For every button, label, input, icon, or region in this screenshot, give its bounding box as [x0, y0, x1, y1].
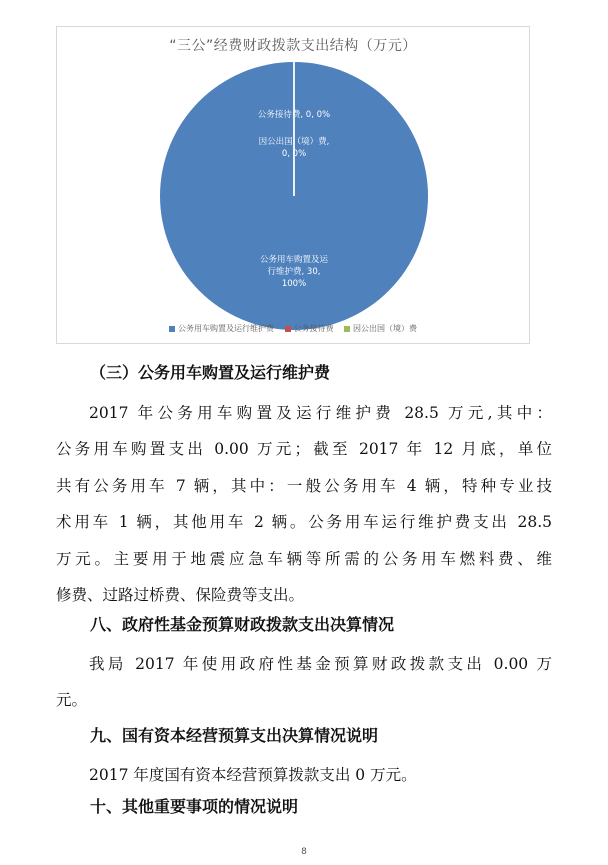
legend-item-vehicle: [169, 323, 274, 334]
legend-swatch-vehicle: [169, 326, 175, 332]
section-3-line-3: 共有公务用车 7 辆，其中：一般公务用车 4 辆，特种专业技: [56, 476, 552, 495]
legend-label-reception: 公务接待费: [293, 324, 334, 333]
section-8-line-1: 我局 2017 年使用政府性基金预算财政拨款支出 0.00 万: [89, 655, 552, 673]
pie-chart: [56, 26, 530, 344]
section-3-heading: （三）公务用车购置及运行维护费: [90, 363, 331, 382]
section-10-heading: 十、其他重要事项的情况说明: [90, 797, 299, 816]
data-label-reception: 公务接待费, 0, 0%: [257, 110, 331, 120]
chart-legend: [57, 323, 529, 334]
legend-swatch-overseas: [344, 326, 350, 332]
section-3-line-5: 万元。主要用于地震应急车辆等所需的公务用车燃料费、维: [56, 549, 552, 568]
legend-label-overseas: 因公出国（境）费: [353, 324, 418, 333]
section-3-line-4: 术用车 1 辆，其他用车 2 辆。公务用车运行维护费支出 28.5: [56, 513, 552, 532]
section-3-line-2: 公务用车购置支出 0.00 万元；截至 2017 年 12 月底，单位: [56, 440, 552, 459]
section-8-heading: 八、政府性基金预算财政拨款支出决算情况: [90, 615, 395, 634]
legend-item-reception: [285, 323, 334, 334]
legend-label-vehicle: 公务用车购置及运行维护费: [177, 324, 274, 333]
page-number: 8: [301, 847, 307, 857]
legend-swatch-reception: [285, 326, 291, 332]
section-8-line-2: 元。: [56, 691, 88, 710]
data-label-vehicle: 公务用车购置及运行维护费, 30, 100%: [259, 255, 329, 289]
legend-item-overseas: [344, 323, 417, 334]
section-3-body: [56, 395, 552, 613]
chart-title: “三公”经费财政拨款支出结构（万元）: [169, 38, 417, 54]
section-8-body: [56, 646, 552, 719]
section-9-body: [56, 757, 552, 793]
data-label-overseas: 因公出国（境）费, 0, 0%: [258, 137, 330, 159]
section-9-line-1: 2017 年度国有资本经营预算拨款支出 0 万元。: [89, 766, 417, 784]
section-3-line-6: 修费、过路过桥费、保险费等支出。: [56, 586, 305, 605]
section-9-heading: 九、国有资本经营预算支出决算情况说明: [90, 726, 379, 745]
pie-plot: [57, 27, 531, 345]
section-3-line-1: 2017 年公务用车购置及运行维护费 28.5 万元,其中：: [89, 404, 552, 422]
